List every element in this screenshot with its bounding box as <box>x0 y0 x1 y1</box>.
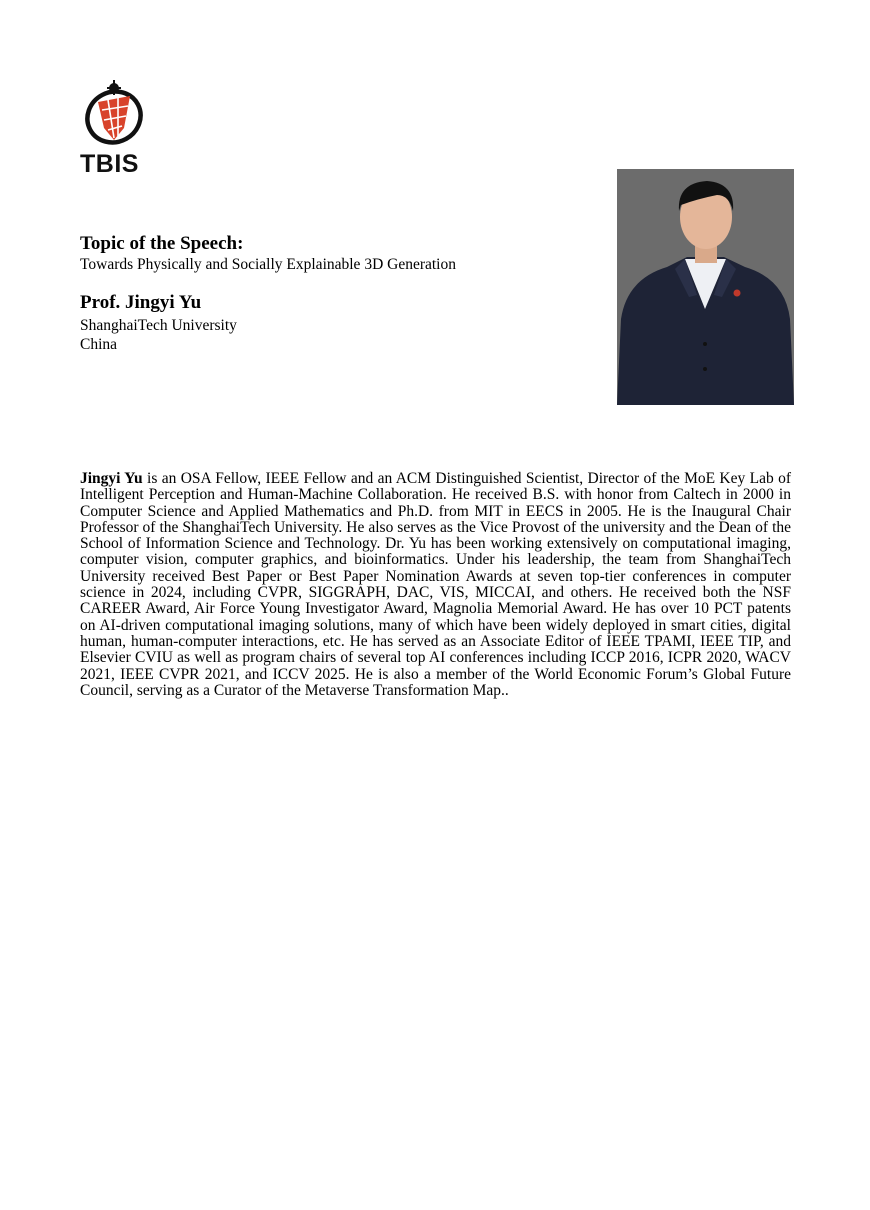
speaker-name: Prof. Jingyi Yu <box>80 292 202 313</box>
bio-lead-name: Jingyi Yu <box>80 470 143 487</box>
logo-text: TBIS <box>80 150 139 178</box>
speech-title: Towards Physically and Socially Explainable 3D Generation <box>80 256 456 273</box>
tbis-logo <box>78 78 150 176</box>
tbis-globe-logo-icon <box>78 78 150 150</box>
bio-text: is an OSA Fellow, IEEE Fellow and an ACM Distinguished Scientist, Director of the MoE Key Lab of Intelligent Perception and Human-Machine Collaboration. He received B.S. with honor from Caltech in 2000 in Computer Science and Applied Mathematics and Ph.D. from MIT in EECS in 2005. He is the Inaugural Chair Professor of the ShanghaiTech University. He also serves as the Vice Provost of the university and the Dean of the School of Information Science and Technology. Dr. Yu has been working extensively on computational imaging, computer vision, computer graphics, and bioinformatics. Under his leadership, the team from ShanghaiTech University received Best Paper or Best Paper Nomination Awards at seven top-tier conferences in computer science in 2024, including CVPR, SIGGRAPH, DAC, VIS, MICCAI, and others. He received both the NSF CAREER Award, Air Force Young Investigator Award, Magnolia Memorial Award. He has over 10 PCT patents on AI-driven computational imaging solutions, many of which have been widely deployed in smart cities, digital human, human-computer interactions, etc. He has served as an Associate Editor of IEEE TPAMI, IEEE TIP, and Elsevier CVIU as well as program chairs of several top AI conferences including ICCP 2016, ICPR 2020, WACV 2021, IEEE CVPR 2021, and ICCV 2025. He is also a member of the World Economic Forum’s Global Future Council, serving as a Curator of the Metaverse Transformation Map.. <box>80 470 791 699</box>
speaker-institution: ShanghaiTech University <box>80 317 237 334</box>
speaker-country: China <box>80 336 118 353</box>
speaker-photo <box>617 169 794 405</box>
speaker-portrait-icon <box>617 169 794 405</box>
topic-heading: Topic of the Speech: <box>80 233 244 254</box>
speaker-biography <box>80 471 791 699</box>
speaker-affiliation <box>80 316 237 354</box>
